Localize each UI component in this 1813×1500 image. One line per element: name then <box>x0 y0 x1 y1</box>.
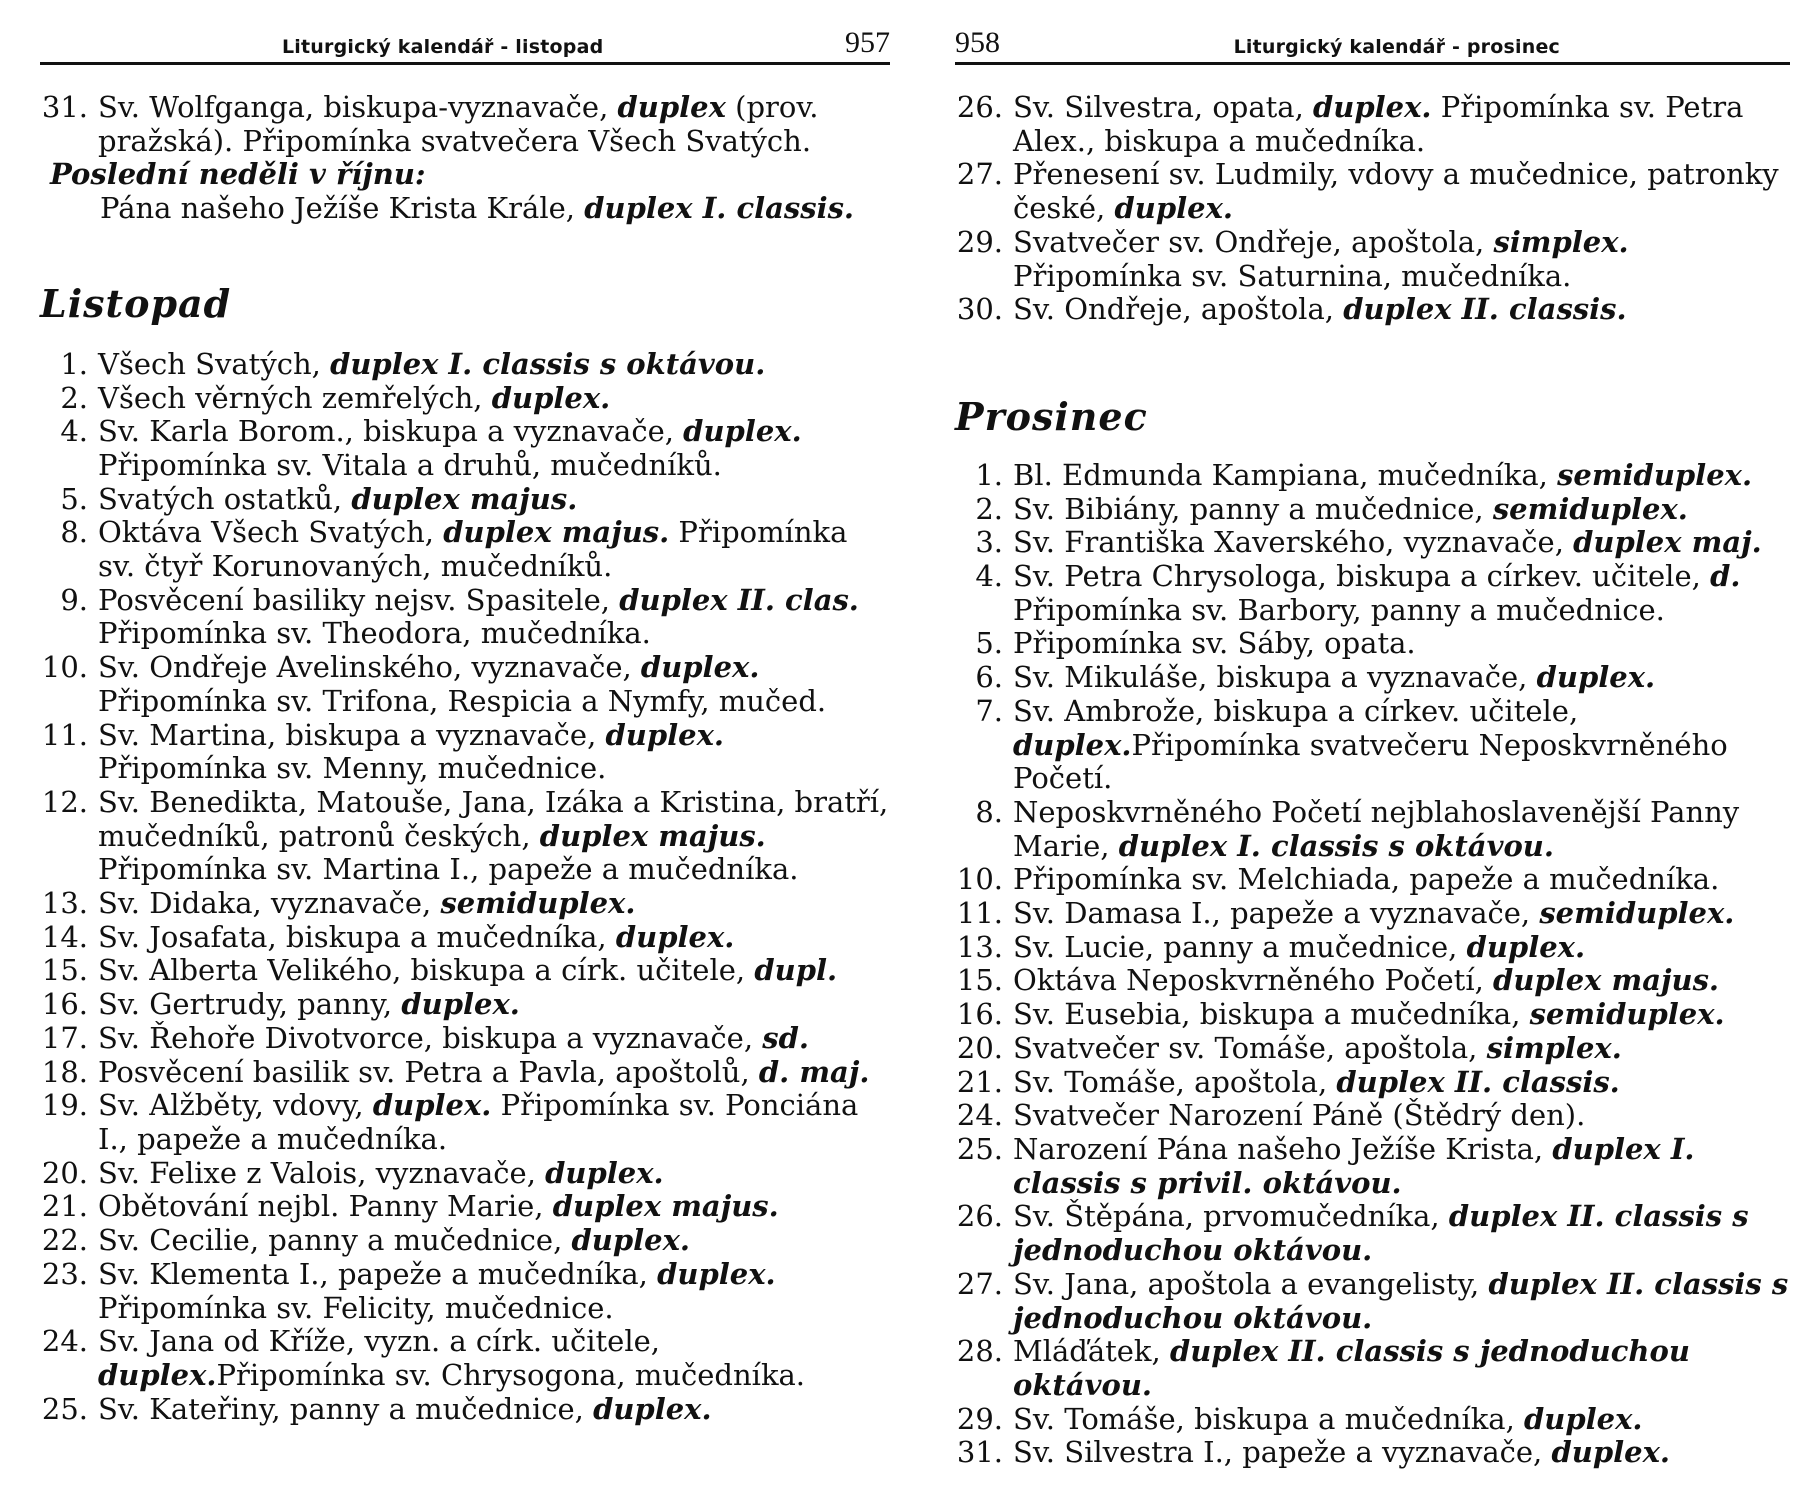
feast-name: Sv. Ondřeje Avelinského, vyznavače, <box>98 650 641 685</box>
sunday-label: Poslední neděli v říjnu: <box>50 157 426 192</box>
feast-name: Sv. Gertrudy, panny, <box>98 987 402 1022</box>
feast-rank: duplex majus. <box>351 481 578 516</box>
feast-name: Sv. Františka Xaverského, vyznavače, <box>1013 525 1574 560</box>
feast-description <box>98 584 890 651</box>
commemoration: Připomínka sv. Ponciána I., papeže a mučedníka. <box>98 1088 859 1156</box>
feast-rank: duplex. <box>545 1155 664 1190</box>
day-number: 11. <box>41 717 88 752</box>
calendar-entry <box>955 1268 1790 1335</box>
day-number: 14. <box>41 919 88 954</box>
feast-rank: duplex majus. <box>539 818 766 853</box>
calendar-entry <box>955 897 1790 931</box>
day-number: 1. <box>60 346 88 381</box>
calendar-entry <box>955 1099 1790 1133</box>
commemoration: Připomínka sv. Chrysogona, mučedníka. <box>216 1357 806 1392</box>
feast-description <box>1013 964 1790 998</box>
feast-name: Svatvečer sv. Tomáše, apoštola, <box>1013 1030 1487 1065</box>
calendar-entry <box>955 931 1790 965</box>
section-title: Prosinec <box>955 393 1148 439</box>
calendar-entry <box>955 226 1790 293</box>
calendar-entry <box>40 516 890 583</box>
feast-description <box>98 382 890 416</box>
calendar-entry <box>40 382 890 416</box>
feast-name: Sv. Mikuláše, biskupa a vyznavače, <box>1013 660 1537 695</box>
day-number: 15. <box>956 963 1003 998</box>
feast-rank: duplex II. classis s jednoduchou oktávou. <box>1013 1266 1789 1335</box>
calendar-entry <box>40 483 890 517</box>
calendar-entry <box>955 1133 1790 1200</box>
calendar-entry <box>955 796 1790 863</box>
day-number: 15. <box>41 953 88 988</box>
day-number: 2. <box>975 491 1003 526</box>
calendar-entry <box>40 1258 890 1325</box>
day-number: 24. <box>41 1324 88 1359</box>
calendar-entry <box>40 1190 890 1224</box>
day-number: 16. <box>41 987 88 1022</box>
day-number: 31. <box>41 90 88 124</box>
calendar-entry <box>955 998 1790 1032</box>
feast-rank: duplex. <box>1466 929 1586 964</box>
feast-name: Sv. Lucie, panny a mučednice, <box>1013 929 1467 964</box>
day-number: 18. <box>41 1054 88 1089</box>
feast-rank: duplex II. classis s jednoduchou oktávou. <box>1013 1334 1690 1402</box>
feast-rank: dupl. <box>754 953 838 988</box>
feast-rank: duplex. <box>615 919 735 954</box>
day-number: 8. <box>60 515 88 550</box>
calendar-entry <box>40 1157 890 1191</box>
feast-description <box>1013 1099 1790 1133</box>
feast-rank: duplex II. classis s jednoduchou oktávou. <box>1013 1199 1749 1268</box>
calendar-entry <box>40 887 890 921</box>
feast-description <box>1013 1436 1790 1470</box>
section-title: Listopad <box>40 280 232 326</box>
feast-name: Sv. Jana od Kříže, vyzn. a círk. učitele, <box>98 1324 660 1359</box>
calendar-entry <box>40 1325 890 1392</box>
feast-name: Připomínka sv. Sáby, opata. <box>1013 626 1416 661</box>
day-number: 16. <box>956 997 1003 1032</box>
calendar-entry <box>40 584 890 651</box>
calendar-entry <box>955 695 1790 796</box>
feast-description <box>98 921 890 955</box>
feast-name: Sv. Řehoře Divotvorce, biskupa a vyznavače, <box>98 1020 763 1055</box>
feast-description <box>1013 1335 1790 1402</box>
day-number: 31. <box>956 1435 1003 1470</box>
feast-description <box>98 1224 890 1258</box>
feast-description <box>98 1157 890 1191</box>
feast-name: Posvěcení basilik sv. Petra a Pavla, apoštolů, <box>98 1054 759 1089</box>
feast-name: Sv. Alžběty, vdovy, <box>98 1088 373 1123</box>
feast-rank: duplex. <box>683 414 802 449</box>
day-number: 28. <box>956 1334 1003 1369</box>
feast-name: Oktáva Všech Svatých, <box>98 515 444 550</box>
feast-description <box>1013 661 1790 695</box>
feast-rank: duplex. <box>1013 727 1132 762</box>
feast-description <box>1013 1066 1790 1100</box>
page-number: 958 <box>955 26 1000 59</box>
left-page <box>40 20 890 1426</box>
feast-name: Sv. Petra Chrysologa, biskupa a církev. učitele, <box>1013 559 1711 594</box>
running-head-title: Liturgický kalendář - listopad <box>282 36 604 58</box>
feast-name: Sv. Silvestra, opata, <box>1013 90 1314 124</box>
feast-name: Všech věrných zemřelých, <box>98 380 492 415</box>
feast-name: Sv. Kateřiny, panny a mučednice, <box>98 1391 594 1426</box>
day-number: 11. <box>956 896 1003 931</box>
day-number: 12. <box>41 784 88 819</box>
feast-rank: d. maj. <box>758 1054 870 1089</box>
sunday-feast <box>40 158 890 225</box>
day-number: 9. <box>60 582 88 617</box>
feast-name: Neposkvrněného Početí nejblahoslavenější Panny Marie, <box>1013 794 1740 863</box>
feast-description <box>98 988 890 1022</box>
feast-name: Přenesení sv. Ludmily, vdovy a mučednice, patronky české, <box>1013 157 1779 226</box>
feast-rank: duplex. <box>491 380 611 415</box>
feast-description <box>98 516 890 583</box>
calendar-entry <box>955 158 1790 225</box>
feast-description <box>1013 1403 1790 1437</box>
day-number: 30. <box>956 292 1003 327</box>
feast-rank: duplex <box>617 90 726 124</box>
calendar-entry <box>955 293 1790 327</box>
day-number: 27. <box>956 157 1003 192</box>
feast-rank: duplex maj. <box>1573 525 1762 560</box>
feast-rank: duplex. <box>1313 90 1432 124</box>
feast-rank: simplex. <box>1493 224 1629 259</box>
feast-description <box>1013 1032 1790 1066</box>
feast-name: Obětování nejbl. Panny Marie, <box>98 1189 553 1224</box>
feast-name: Sv. Štěpána, prvomučedníka, <box>1013 1199 1449 1234</box>
feast-description <box>98 1022 890 1056</box>
day-number: 8. <box>975 794 1003 829</box>
day-number: 4. <box>975 559 1003 594</box>
feast-description <box>98 651 890 718</box>
feast-rank: simplex. <box>1486 1030 1622 1065</box>
running-head <box>40 20 890 65</box>
feast-name: Sv. Bibiány, panny a mučednice, <box>1013 491 1493 526</box>
day-number: 13. <box>41 886 88 921</box>
calendar-entry <box>955 1200 1790 1267</box>
calendar-entry <box>40 1056 890 1090</box>
day-number: 2. <box>60 380 88 415</box>
sunday-text <box>40 192 890 226</box>
feast-name: Sv. Wolfganga, biskupa-vyznavače, <box>98 90 618 124</box>
feast-description <box>1013 863 1790 897</box>
feast-description <box>98 1325 890 1392</box>
calendar-entry <box>955 1066 1790 1100</box>
feast-rank: duplex. <box>372 1088 492 1123</box>
feast-rank: duplex majus. <box>552 1189 779 1224</box>
feast-description <box>98 786 890 887</box>
day-number: 24. <box>956 1098 1003 1133</box>
day-number: 6. <box>975 660 1003 695</box>
feast-name: Sv. Tomáše, biskupa a mučedníka, <box>1013 1401 1525 1436</box>
feast-description <box>1013 226 1790 293</box>
feast-description <box>98 1393 890 1427</box>
day-number: 26. <box>956 90 1003 124</box>
feast-rank: d. <box>1710 559 1741 594</box>
feast-description <box>1013 293 1790 327</box>
day-number: 23. <box>41 1256 88 1291</box>
feast-name: Všech Svatých, <box>98 346 331 381</box>
feast-rank: duplex I. classis s oktávou. <box>330 346 766 381</box>
feast-rank: duplex I. classis s privil. oktávou. <box>1013 1131 1695 1200</box>
day-number: 20. <box>956 1030 1003 1065</box>
day-number: 7. <box>975 693 1003 728</box>
day-number: 10. <box>41 650 88 685</box>
feast-description <box>1013 459 1790 493</box>
day-number: 17. <box>41 1020 88 1055</box>
feast-name: Sv. Tomáše, apoštola, <box>1013 1064 1337 1099</box>
feast-rank: duplex. <box>401 987 520 1022</box>
commemoration: Připomínka sv. Trifona, Respicia a Nymfy, mučed. <box>98 683 827 718</box>
feast-rank: semiduplex. <box>440 886 636 921</box>
feast-description <box>1013 493 1790 527</box>
feast-name: Sv. Martina, biskupa a vyznavače, <box>98 717 606 752</box>
commemoration: Připomínka sv. Felicity, mučednice. <box>98 1290 614 1325</box>
feast-description <box>98 91 890 158</box>
feast-description <box>1013 627 1790 661</box>
feast-rank: duplex. <box>657 1256 776 1291</box>
calendar-entry <box>955 1032 1790 1066</box>
feast-rank: duplex. <box>1114 191 1233 226</box>
feast-description <box>1013 931 1790 965</box>
calendar-entry <box>955 1403 1790 1437</box>
calendar-entry <box>955 560 1790 627</box>
day-number: 22. <box>41 1223 88 1258</box>
commemoration: Připomínka sv. Menny, mučednice. <box>98 751 607 786</box>
feast-name: Mláďátek, <box>1013 1334 1170 1369</box>
day-number: 20. <box>41 1155 88 1190</box>
feast-description <box>98 887 890 921</box>
calendar-entry <box>955 964 1790 998</box>
feast-description <box>98 415 890 482</box>
feast-name: Sv. Alberta Velikého, biskupa a círk. učitele, <box>98 953 755 988</box>
day-number: 4. <box>60 414 88 449</box>
calendar-entry <box>955 863 1790 897</box>
feast-name: Sv. Ambrože, biskupa a církev. učitele, <box>1013 693 1579 728</box>
calendar-entry <box>955 526 1790 560</box>
feast-rank: semiduplex. <box>1539 896 1735 931</box>
sunday-feast-name: Pána našeho Ježíše Krista Krále, <box>100 191 585 226</box>
feast-description <box>1013 897 1790 931</box>
commemoration: Připomínka sv. Theodora, mučedníka. <box>98 616 651 651</box>
calendar-entry <box>40 719 890 786</box>
feast-description <box>98 1258 890 1325</box>
day-number: 5. <box>975 626 1003 661</box>
feast-rank: duplex II. classis. <box>1336 1064 1620 1099</box>
calendar-entry <box>40 786 890 887</box>
feast-name: Sv. Damasa I., papeže a vyznavače, <box>1013 896 1540 931</box>
day-number: 13. <box>956 929 1003 964</box>
feast-rank: duplex. <box>593 1391 712 1426</box>
feast-description <box>1013 1200 1790 1267</box>
calendar-entry <box>955 493 1790 527</box>
calendar-entry <box>40 988 890 1022</box>
feast-description <box>98 483 890 517</box>
calendar-entry <box>40 921 890 955</box>
feast-rank: duplex. <box>640 650 760 685</box>
calendar-entry <box>955 1335 1790 1402</box>
day-number: 1. <box>975 457 1003 492</box>
feast-description <box>1013 526 1790 560</box>
feast-description <box>1013 1268 1790 1335</box>
feast-name: Posvěcení basiliky nejsv. Spasitele, <box>98 582 620 617</box>
feast-rank: duplex majus. <box>1493 963 1720 998</box>
feast-description <box>1013 158 1790 225</box>
day-number: 26. <box>956 1199 1003 1234</box>
calendar-entries <box>955 459 1790 1470</box>
calendar-entry <box>40 348 890 382</box>
day-number: 29. <box>956 1401 1003 1436</box>
running-head <box>955 20 1790 65</box>
commemoration: Připomínka sv. Vitala a druhů, mučedníků. <box>98 447 722 482</box>
commemoration: Připomínka sv. Saturnina, mučedníka. <box>1013 258 1572 293</box>
feast-rank: duplex I. classis s oktávou. <box>1118 828 1554 863</box>
commemoration: (prov. pražská). Připomínka svatvečera Všech Svatých. <box>98 90 819 158</box>
feast-name: Oktáva Neposkvrněného Početí, <box>1013 963 1494 998</box>
calendar-entry <box>40 1224 890 1258</box>
feast-name: Sv. Cecilie, panny a mučednice, <box>98 1223 572 1258</box>
feast-name: Sv. Didaka, vyznavače, <box>98 886 441 921</box>
feast-description <box>1013 560 1790 627</box>
commemoration: Připomínka svatvečeru Neposkvrněného Početí. <box>1013 727 1728 796</box>
right-page <box>955 20 1790 1470</box>
calendar-entry <box>955 91 1790 158</box>
continued-entries <box>40 91 890 158</box>
day-number: 29. <box>956 224 1003 259</box>
feast-rank: sd. <box>762 1020 809 1055</box>
feast-rank: duplex majus. <box>443 515 670 550</box>
calendar-entry <box>40 954 890 988</box>
feast-description <box>1013 796 1790 863</box>
feast-description <box>1013 695 1790 796</box>
feast-name: Narození Pána našeho Ježíše Krista, <box>1013 1131 1553 1166</box>
feast-rank: duplex. <box>1536 660 1656 695</box>
feast-name: Sv. Ondřeje, apoštola, <box>1013 292 1344 327</box>
feast-name: Svatých ostatků, <box>98 481 352 516</box>
calendar-entry <box>40 1393 890 1427</box>
feast-name: Připomínka sv. Melchiada, papeže a mučedníka. <box>1013 862 1720 897</box>
calendar-entries <box>40 348 890 1427</box>
feast-rank: duplex II. clas. <box>619 582 859 617</box>
feast-name: Sv. Silvestra I., papeže a vyznavače, <box>1013 1435 1552 1470</box>
calendar-entry <box>955 1436 1790 1470</box>
calendar-entry <box>40 651 890 718</box>
calendar-entry <box>40 415 890 482</box>
feast-description <box>98 348 890 382</box>
feast-name: Sv. Karla Borom., biskupa a vyznavače, <box>98 414 684 449</box>
feast-name: Sv. Eusebia, biskupa a mučedníka, <box>1013 997 1530 1032</box>
day-number: 21. <box>41 1189 88 1224</box>
feast-rank: duplex. <box>1551 1435 1670 1470</box>
commemoration: Připomínka sv. Petra Alex., biskupa a mučedníka. <box>1013 90 1744 158</box>
feast-description <box>1013 1133 1790 1200</box>
feast-name: Sv. Felixe z Valois, vyznavače, <box>98 1155 546 1190</box>
day-number: 19. <box>41 1088 88 1123</box>
feast-rank: semiduplex. <box>1492 491 1688 526</box>
feast-rank: semiduplex. <box>1529 997 1725 1032</box>
feast-rank: semiduplex. <box>1557 457 1753 492</box>
feast-name: Svatvečer Narození Páně (Štědrý den). <box>1013 1098 1586 1133</box>
continued-entries <box>955 91 1790 327</box>
feast-description <box>98 1190 890 1224</box>
day-number: 5. <box>60 481 88 516</box>
sunday-rite: duplex I. classis. <box>584 191 855 226</box>
calendar-entry <box>40 1022 890 1056</box>
feast-name: Sv. Benedikta, Matouše, Jana, Izáka a Kristina, bratří, mučedníků, patronů českých, <box>98 784 889 853</box>
calendar-entry <box>40 1089 890 1156</box>
calendar-entry <box>40 91 890 158</box>
day-number: 25. <box>41 1391 88 1426</box>
feast-rank: duplex. <box>571 1223 691 1258</box>
calendar-entry <box>955 459 1790 493</box>
feast-rank: duplex. <box>605 717 724 752</box>
feast-rank: duplex II. classis. <box>1343 292 1627 327</box>
feast-name: Sv. Jana, apoštola a evangelisty, <box>1013 1266 1489 1301</box>
commemoration: Připomínka sv. Martina I., papeže a mučedníka. <box>98 852 799 887</box>
feast-description <box>98 719 890 786</box>
feast-description <box>1013 998 1790 1032</box>
day-number: 3. <box>975 525 1003 560</box>
feast-name: Sv. Josafata, biskupa a mučedníka, <box>98 919 616 954</box>
feast-rank: duplex. <box>1524 1401 1643 1436</box>
feast-name: Svatvečer sv. Ondřeje, apoštola, <box>1013 224 1494 259</box>
feast-rank: duplex. <box>98 1357 217 1392</box>
day-number: 27. <box>956 1266 1003 1301</box>
calendar-entry <box>955 627 1790 661</box>
commemoration: Připomínka sv. Barbory, panny a mučednice. <box>1013 592 1665 627</box>
calendar-entry <box>955 661 1790 695</box>
feast-description <box>98 1056 890 1090</box>
day-number: 10. <box>956 862 1003 897</box>
day-number: 25. <box>956 1131 1003 1166</box>
feast-name: Sv. Klementa I., papeže a mučedníka, <box>98 1256 658 1291</box>
running-head-title: Liturgický kalendář - prosinec <box>1233 36 1560 58</box>
feast-name: Bl. Edmunda Kampiana, mučedníka, <box>1013 457 1558 492</box>
commemoration: Připomínka sv. čtyř Korunovaných, mučedníků. <box>98 515 848 584</box>
feast-description <box>98 954 890 988</box>
page-number: 957 <box>845 26 890 59</box>
feast-description <box>1013 91 1790 158</box>
day-number: 21. <box>956 1064 1003 1099</box>
feast-description <box>98 1089 890 1156</box>
